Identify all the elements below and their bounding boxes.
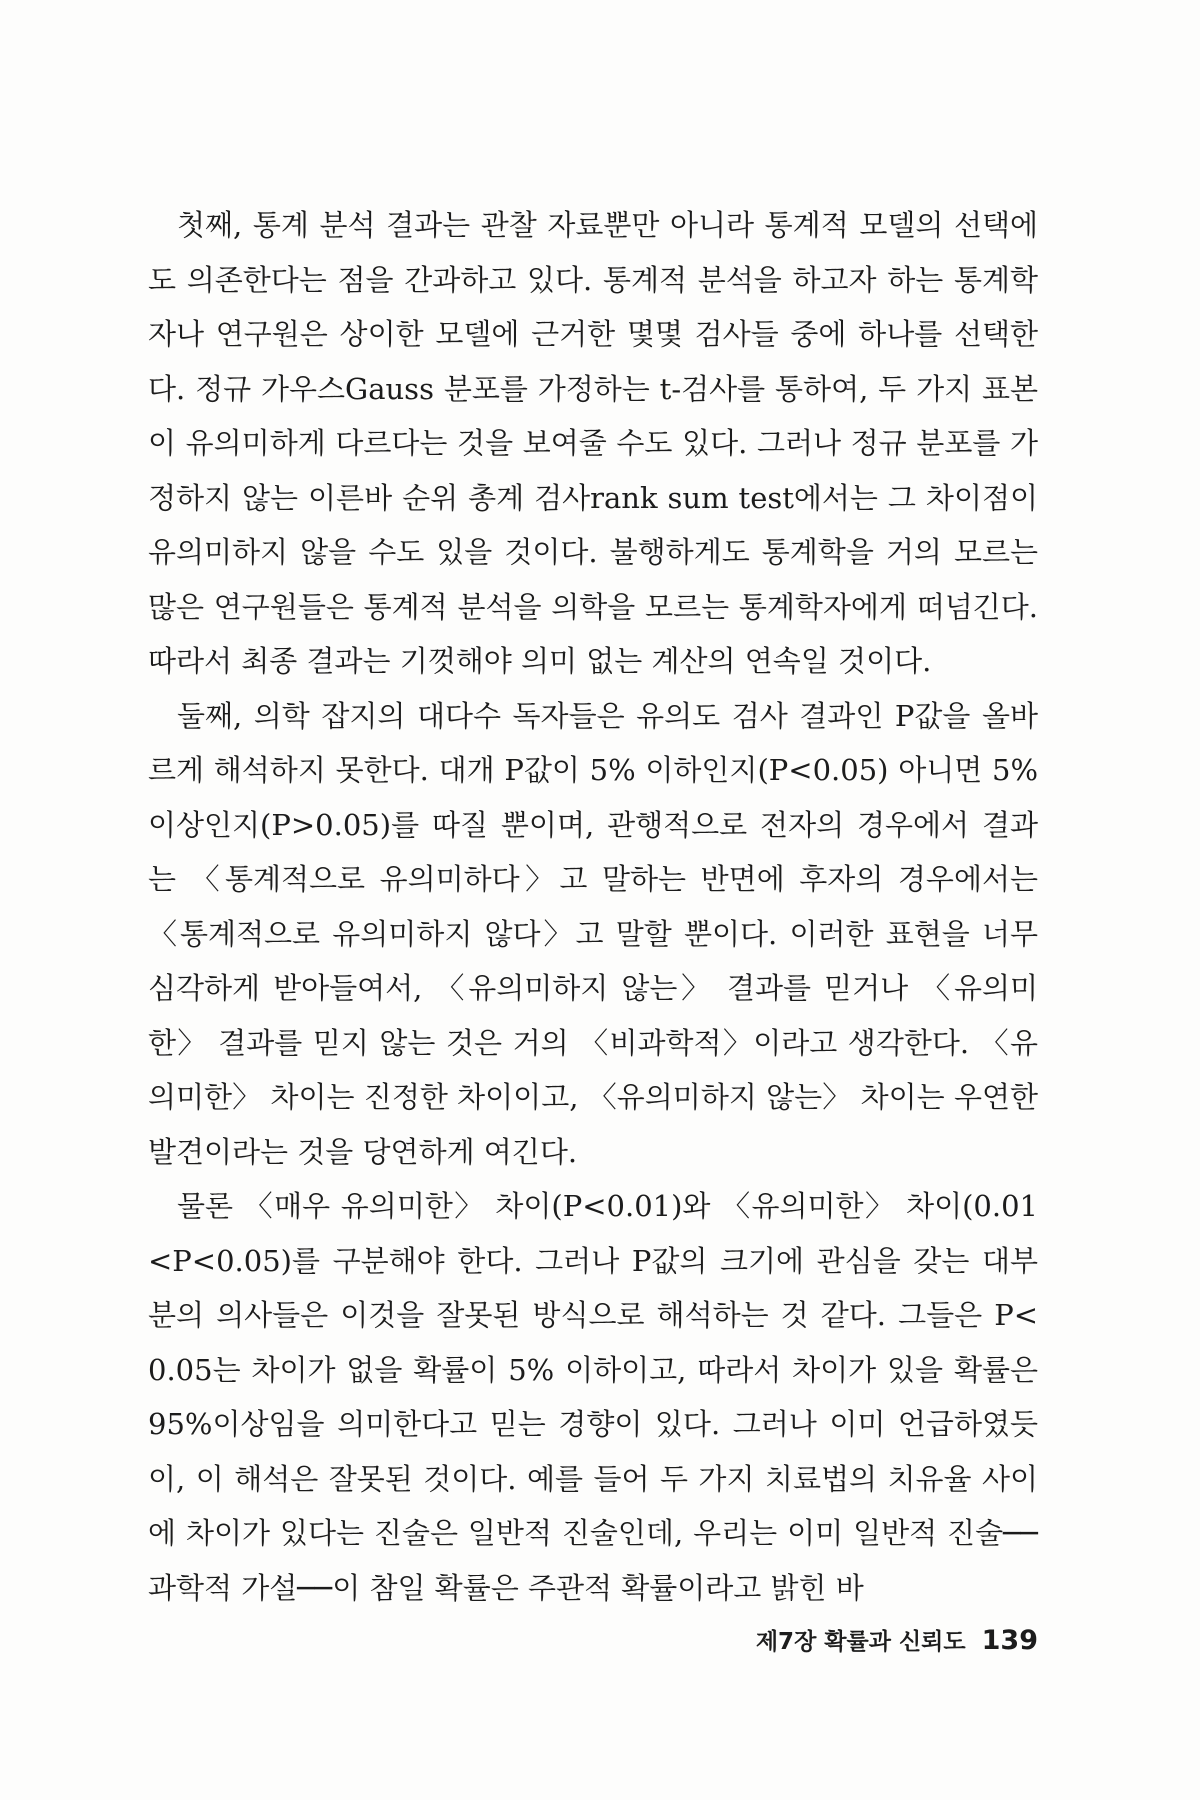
page-number: 139 xyxy=(981,1625,1038,1656)
page-footer xyxy=(756,1623,1038,1656)
paragraph-2: 둘째, 의학 잡지의 대다수 독자들은 유의도 검사 결과인 P값을 올바르게 해석하지 못한다. 대개 P값이 5% 이하인지(P<0.05) 아니면 5% 이상인지(P>0.05)를 따질 뿐이며, 관행적으로 전자의 경우에서 결과는 〈통계적으로 유의미하다〉고 말하는 반면에 후자의 경우에서는 〈통계적으로 유의미하지 않다〉고 말할 뿐이다. 이러한 표현을 너무 심각하게 받아들여서, 〈유의미하지 않는〉 결과를 믿거나 〈유의미한〉 결과를 믿지 않는 것은 거의 〈비과학적〉이라고 생각한다. 〈유의미한〉 차이는 진정한 차이이고, 〈유의미하지 않는〉 차이는 우연한 발견이라는 것을 당연하게 여긴다. xyxy=(148,698,1038,1169)
body-text xyxy=(148,198,1038,1615)
paragraph-1: 첫째, 통계 분석 결과는 관찰 자료뿐만 아니라 통계적 모델의 선택에도 의존한다는 점을 간과하고 있다. 통계적 분석을 하고자 하는 통계학자나 연구원은 상이한 모델에 근거한 몇몇 검사들 중에 하나를 선택한다. 정규 가우스Gauss 분포를 가정하는 t-검사를 통하여, 두 가지 표본이 유의미하게 다르다는 것을 보여줄 수도 있다. 그러나 정규 분포를 가정하지 않는 이른바 순위 총계 검사rank sum test에서는 그 차이점이 유의미하지 않을 수도 있을 것이다. 불행하게도 통계학을 거의 모르는 많은 연구원들은 통계적 분석을 의학을 모르는 통계학자에게 떠넘긴다. 따라서 최종 결과는 기껏해야 의미 없는 계산의 연속일 것이다. xyxy=(148,208,1038,678)
paragraph-3: 물론 〈매우 유의미한〉 차이(P<0.01)와 〈유의미한〉 차이(0.01<P<0.05)를 구분해야 한다. 그러나 P값의 크기에 관심을 갖는 대부분의 의사들은 이것을 잘못된 방식으로 해석하는 것 같다. 그들은 P<0.05는 차이가 없을 확률이 5% 이하이고, 따라서 차이가 있을 확률은 95%이상임을 의미한다고 믿는 경향이 있다. 그러나 이미 언급하였듯이, 이 해석은 잘못된 것이다. 예를 들어 두 가지 치료법의 치유율 사이에 차이가 있다는 진술은 일반적 진술인데, 우리는 이미 일반적 진술──과학적 가설──이 참일 확률은 주관적 확률이라고 밝힌 바 xyxy=(148,1189,1038,1605)
running-head: 제7장 확률과 신뢰도 xyxy=(755,1629,966,1655)
